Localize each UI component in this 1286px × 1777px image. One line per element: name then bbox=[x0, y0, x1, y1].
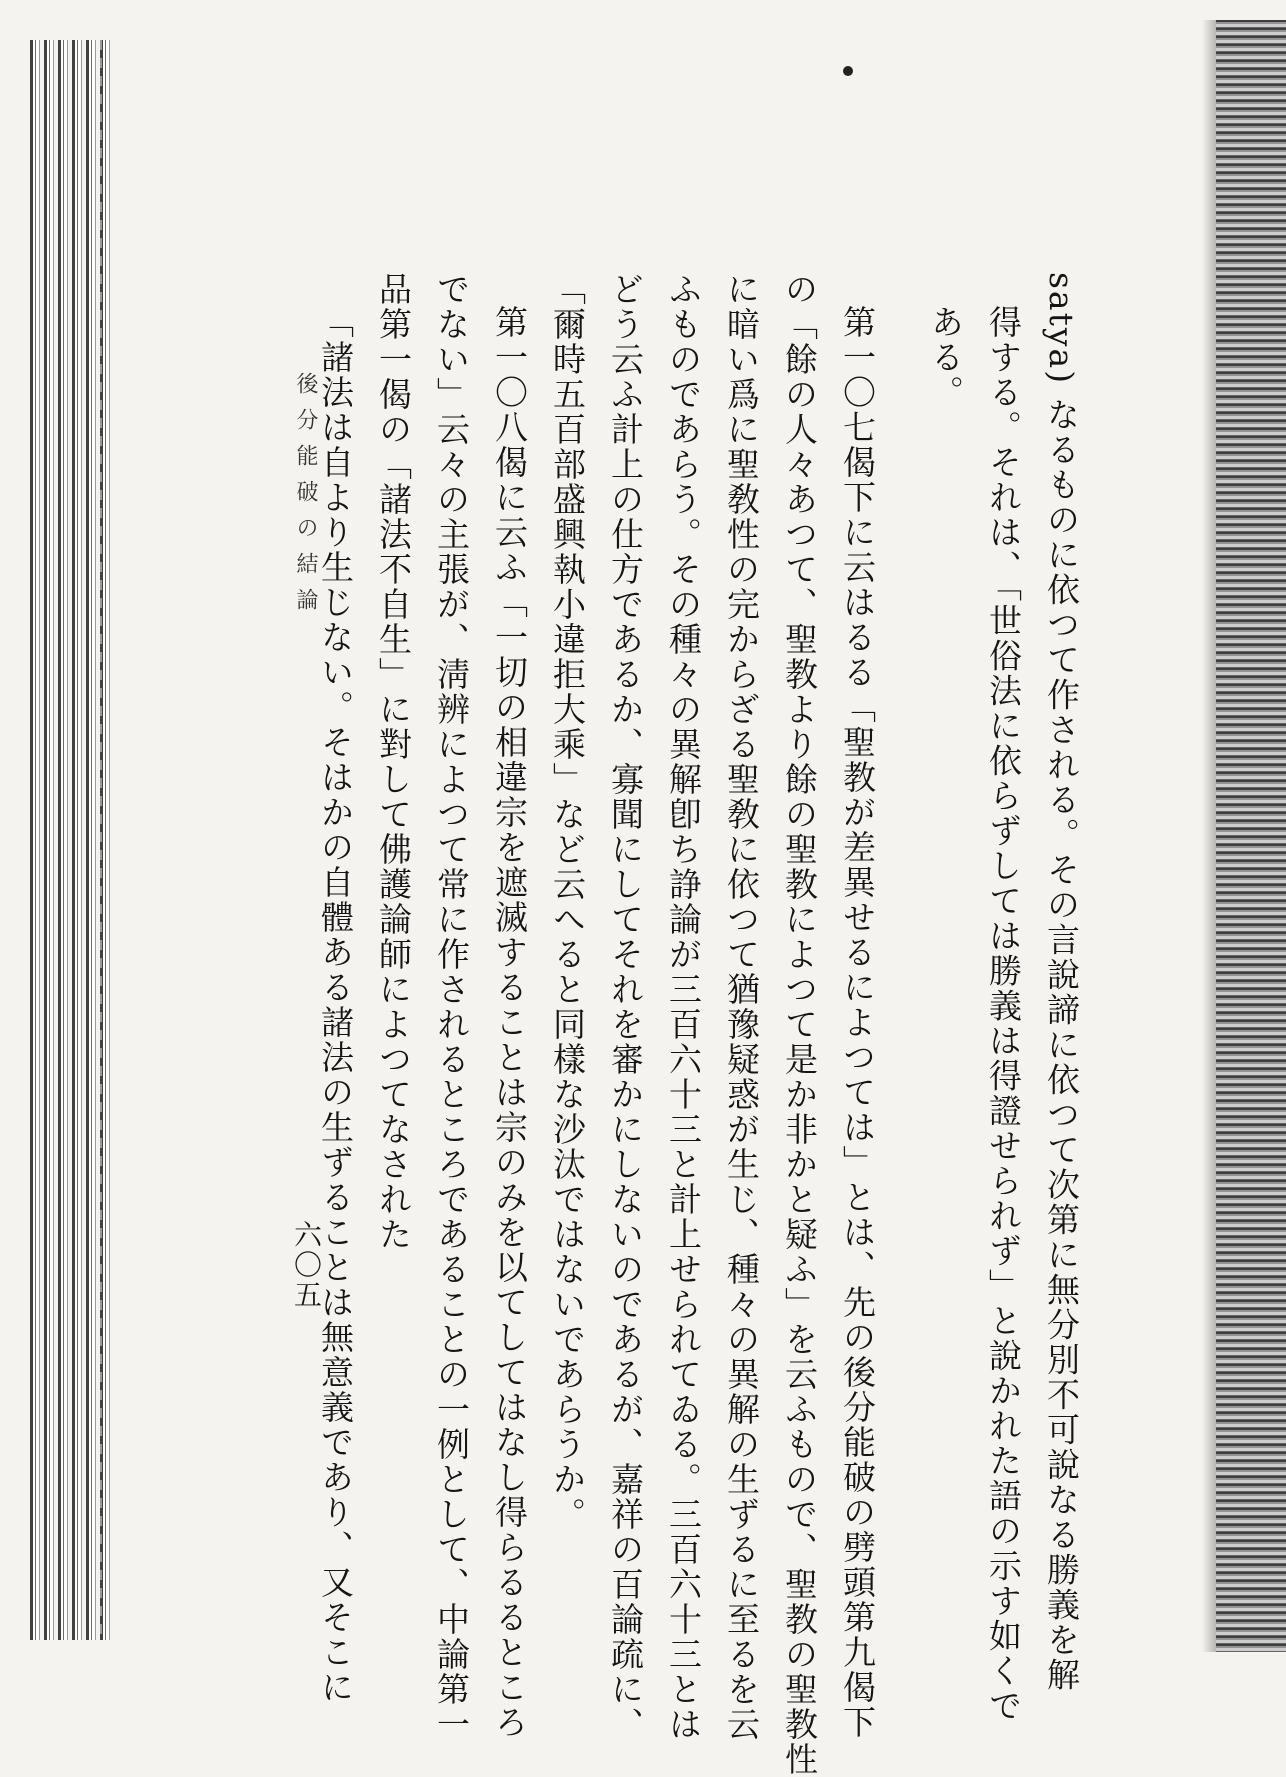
scan-speck bbox=[843, 66, 853, 76]
text-line: 第一〇八偈に云ふ「一切の相違宗を遮滅することは宗のみを以てしてはなし得らるるところ bbox=[490, 305, 529, 1740]
text-line: 第一〇七偈下に云はるる「聖教が差異せるによつては」とは、先の後分能破の劈頭第九偈下 bbox=[838, 305, 877, 1740]
running-head: 後分能破の結論 bbox=[293, 372, 318, 624]
page-number: 六〇五 bbox=[290, 1220, 323, 1310]
text-line: 「爾時五百部盛興執小違拒大乘」など云へると同樣な沙汰ではないであらうか。 bbox=[548, 272, 587, 1532]
text-line: どう云ふ計上の仕方であるか、寡聞にしてそれを審かにしないのであるが、嘉祥の百論疏に、 bbox=[606, 272, 645, 1742]
gutter-dashed-line bbox=[100, 40, 102, 1640]
text-line: 得する。それは、「世俗法に依らずしては勝義は得證せられず」と說かれた語の示す如くで bbox=[984, 305, 1023, 1724]
text-line: satya) なるものに依つて作される。その言說諦に依つて次第に無分別不可說なる勝義を解 bbox=[1042, 272, 1081, 1693]
page-edge-shadow bbox=[1202, 20, 1216, 1652]
text-line: ある。 bbox=[926, 305, 965, 410]
text-line: の「餘の人々あつて、聖教より餘の聖教によつて是か非かと疑ふ」を云ふもので、聖教の聖教性 bbox=[780, 272, 819, 1777]
text-line: に暗い爲に聖敎性の完からざる聖敎に依つて猶豫疑惑が生じ、種々の異解の生ずるに至るを云 bbox=[722, 272, 761, 1742]
text-line: でない」云々の主張が、淸辨によつて常に作されるところであることの一例として、中論第一 bbox=[432, 272, 471, 1742]
text-line: 品第一偈の「諸法不自生」に對して佛護論師によつてなされた bbox=[374, 272, 413, 1252]
scanned-page-edge bbox=[1216, 20, 1286, 1652]
text-line: 「諸法は自より生じない。そはかの自體ある諸法の生ずることは無意義であり、又そこに bbox=[316, 305, 355, 1705]
page-body bbox=[306, 272, 1090, 1777]
text-line: ふものであらう。その種々の異解卽ち諍論が三百六十三と計上せられてゐる。三百六十三とは bbox=[664, 272, 703, 1742]
